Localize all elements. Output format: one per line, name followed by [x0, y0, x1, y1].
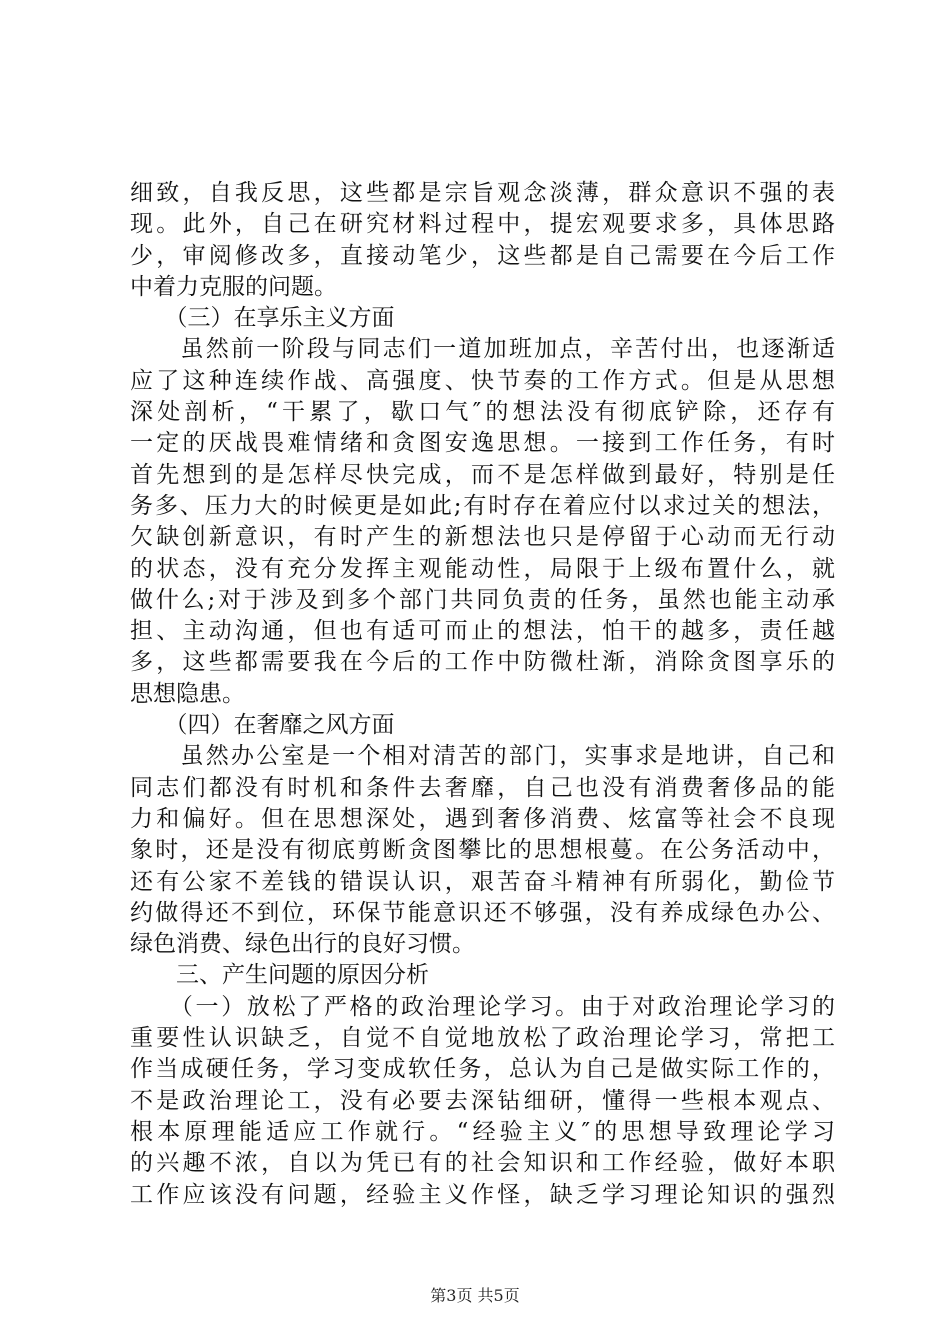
text-line: 一定的厌战畏难情绪和贪图安逸思想。一接到工作任务，有时 [130, 430, 835, 457]
text-line: 象时，还是没有彻底剪断贪图攀比的思想根蔓。在公务活动中， [130, 837, 835, 864]
text-line: 中着力克服的问题。 [130, 273, 337, 300]
text-line: 还有公家不差钱的错误认识，艰苦奋斗精神有所弱化，勤俭节 [130, 868, 835, 895]
text-line: 担、主动沟通，但也有适可而止的想法，怕干的越多，责任越 [130, 618, 835, 645]
text-line: 务多、压力大的时候更是如此;有时存在着应付以求过关的想法， [130, 492, 835, 519]
text-line: 少，审阅修改多，直接动笔少，这些都是自己需要在今后工作 [130, 242, 835, 269]
text-line: 做什么;对于涉及到多个部门共同负责的任务，虽然也能主动承 [130, 586, 835, 613]
text-line: （一）放松了严格的政治理论学习。由于对政治理论学习的 [130, 993, 835, 1020]
text-line: 细致，自我反思，这些都是宗旨观念淡薄，群众意识不强的表 [130, 180, 835, 206]
text-line: 思想隐患。 [130, 680, 245, 707]
text-line: 工作应该没有问题，经验主义作怪，缺乏学习理论知识的强烈 [130, 1181, 835, 1208]
text-line: 多，这些都需要我在今后的工作中防微杜渐，消除贪图享乐的 [130, 649, 835, 676]
text-line: 现。此外，自己在研究材料过程中，提宏观要求多，具体思路 [130, 211, 835, 238]
text-line: 同志们都没有时机和条件去奢靡，自己也没有消费奢侈品的能 [130, 774, 835, 801]
text-line: 不是政治理论工，没有必要去深钻细研，懂得一些根本观点、 [130, 1087, 835, 1114]
text-line: 的兴趣不浓，自以为凭已有的社会知识和工作经验，做好本职 [130, 1150, 835, 1177]
text-line: （三）在享乐主义方面 [130, 305, 395, 332]
text-line: 的状态，没有充分发挥主观能动性，局限于上级布置什么，就 [130, 555, 835, 582]
text-line: 首先想到的是怎样尽快完成，而不是怎样做到最好，特别是任 [130, 461, 835, 488]
text-line: 约做得还不到位，环保节能意识还不够强，没有养成绿色办公、 [130, 899, 835, 926]
text-line: 三、产生问题的原因分析 [130, 962, 429, 989]
body-text [130, 178, 835, 1211]
text-line: 作当成硬任务，学习变成软任务，总认为自己是做实际工作的， [130, 1056, 835, 1083]
text-line: 欠缺创新意识，有时产生的新想法也只是停留于心动而无行动 [130, 524, 835, 551]
text-line: 虽然办公室是一个相对清苦的部门，实事求是地讲，自己和 [130, 743, 835, 770]
page-footer: 第3页 共5页 [430, 1286, 520, 1305]
text-line: 力和偏好。但在思想深处，遇到奢侈消费、炫富等社会不良现 [130, 805, 835, 832]
text-line: （四）在奢靡之风方面 [130, 712, 395, 739]
text-line: 虽然前一阶段与同志们一道加班加点，辛苦付出，也逐渐适 [130, 336, 835, 363]
text-line: 应了这种连续作战、高强度、快节奏的工作方式。但是从思想 [130, 367, 835, 394]
text-line: 深处剖析，“干累了，歇口气″的想法没有彻底铲除，还存有 [130, 399, 835, 426]
text-line: 绿色消费、绿色出行的良好习惯。 [130, 931, 475, 958]
text-line: 根本原理能适应工作就行。“经验主义″的思想导致理论学习 [130, 1118, 835, 1145]
text-line: 重要性认识缺乏，自觉不自觉地放松了政治理论学习，常把工 [130, 1025, 835, 1052]
